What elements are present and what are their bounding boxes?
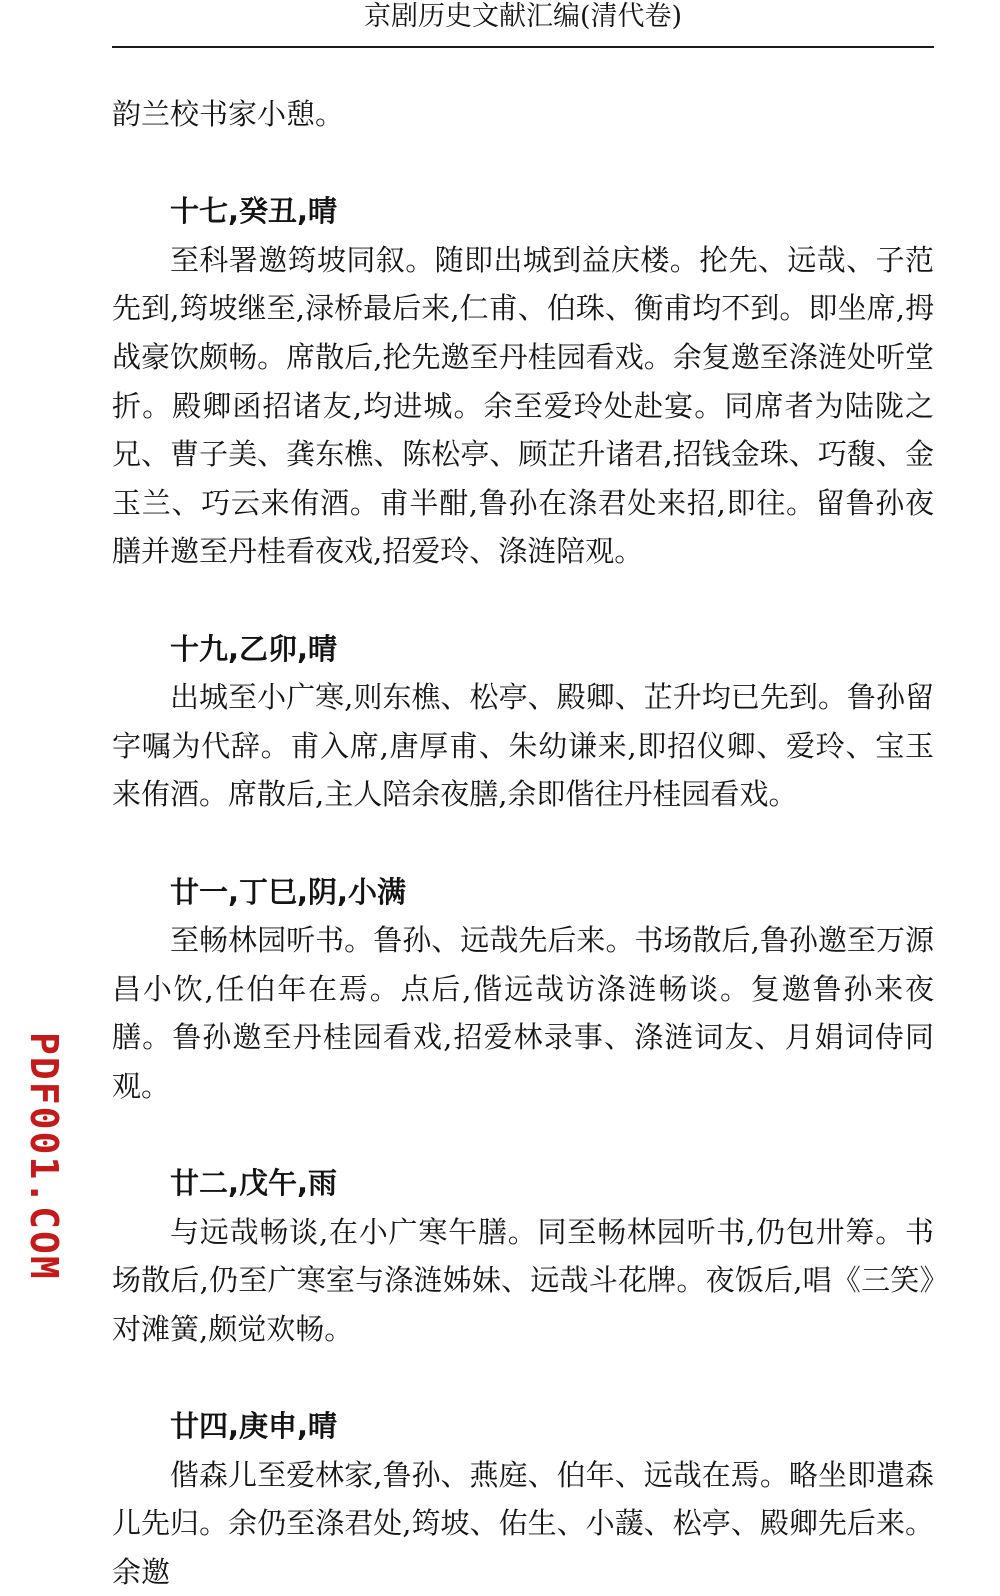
- entry-heading-21: 廿一,丁巳,阴,小满: [170, 874, 407, 909]
- entry-text-17: 至科署邀筠坡同叙。随即出城到益庆楼。抡先、远哉、子范先到,筠坡继至,渌桥最后来,仁甫、伯珠、衡甫均不到。即坐席,拇战豪饮颇畅。席散后,抡先邀至丹桂园看戏。余复邀至涤涟处听堂折。殿卿函招诸友,均进城。余至爱玲处赴宴。同席者为陆陇之兄、曹子美、龚东樵、陈松亭、顾芷升诸君,招钱金珠、巧馥、金玉兰、巧云来侑酒。甫半酣,鲁孙在涤君处来招,即往。留鲁孙夜膳并邀至丹桂看夜戏,招爱玲、涤涟陪观。: [112, 242, 934, 569]
- running-header: 京剧历史文献汇编(清代卷): [112, 0, 934, 48]
- entry-heading-17: 十七,癸丑,晴: [170, 194, 338, 229]
- spacer: [112, 1353, 934, 1402]
- spacer: [112, 139, 934, 188]
- entry-text-19: 出城至小广寒,则东樵、松亭、殿卿、芷升均已先到。鲁孙留字嘱为代辞。甫入席,唐厚甫、朱幼谦来,即招仪卿、爱玲、宝玉来侑酒。席散后,主人陪余夜膳,余即偕往丹桂园看戏。: [112, 680, 934, 812]
- entry-text-24: 偕森儿至爱林家,鲁孙、燕庭、伯年、远哉在焉。略坐即遣森儿先归。余仍至涤君处,筠坡、佑生、小蘐、松亭、殿卿先后来。余邀: [112, 1457, 934, 1589]
- intro-paragraph: 韵兰校书家小憩。: [112, 97, 345, 131]
- watermark: PDF001.COM: [22, 1032, 66, 1281]
- spacer: [112, 1110, 934, 1159]
- entry-heading-22: 廿二,戊午,雨: [170, 1166, 338, 1201]
- entry-text-22: 与远哉畅谈,在小广寒午膳。同至畅林园听书,仍包卅筹。书场散后,仍至广寒室与涤涟姊妹、远哉斗花牌。夜饭后,唱《三笑》对滩簧,颇觉欢畅。: [112, 1214, 934, 1346]
- entry-heading-19: 十九,乙卯,晴: [170, 631, 338, 666]
- entry-heading-24: 廿四,庚申,晴: [170, 1409, 338, 1444]
- page-body: [112, 90, 934, 1596]
- spacer: [112, 576, 934, 625]
- entry-text-21: 至畅林园听书。鲁孙、远哉先后来。书场散后,鲁孙邀至万源昌小饮,任伯年在焉。点后,偕远哉访涤涟畅谈。复邀鲁孙来夜膳。鲁孙邀至丹桂园看戏,招爱林录事、涤涟词友、月娟词侍同观。: [112, 923, 934, 1103]
- spacer: [112, 819, 934, 868]
